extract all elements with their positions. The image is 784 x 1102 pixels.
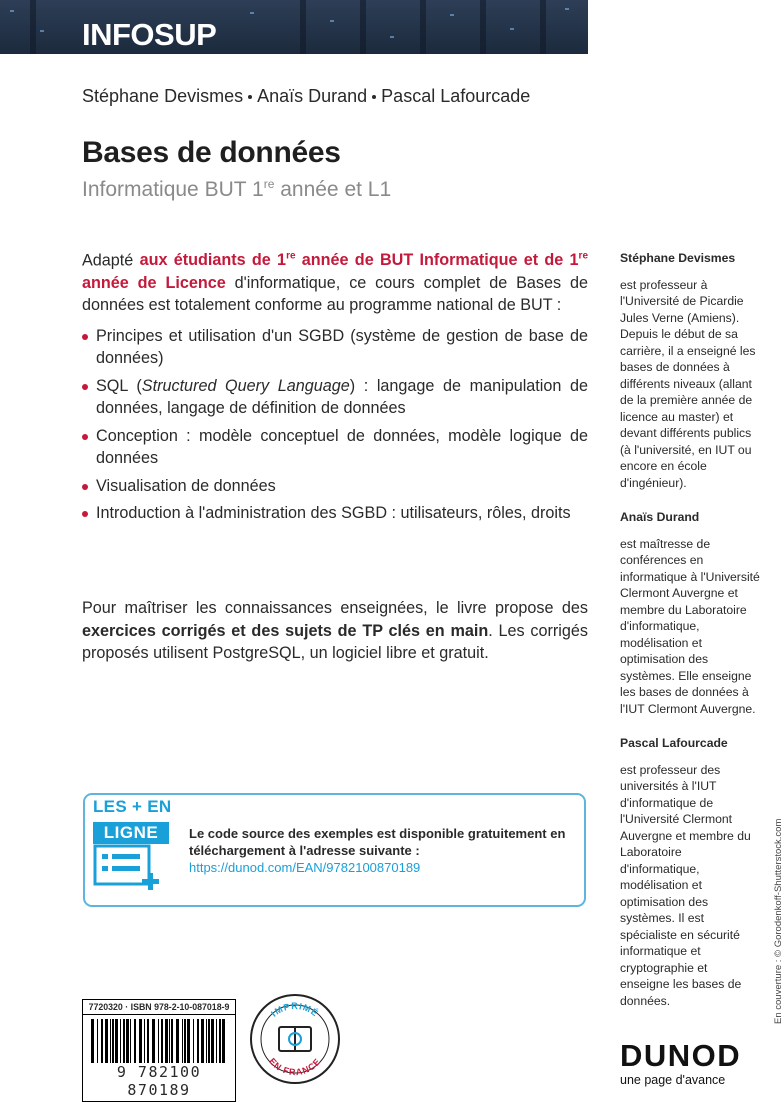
- download-link[interactable]: https://dunod.com/EAN/9782100870189: [189, 860, 421, 875]
- book-title: Bases de données: [82, 136, 341, 169]
- bio-text: est professeur à l'Université de Picardie Jules Verne (Amiens). Depuis le début de sa carrière, il a enseigné les bases de données à différents niveaux (allant de la première année de licence au master) et devant différents publics (à l'université, en IUT ou encore en école d'ingénieur).: [620, 277, 756, 490]
- collection-name: INFOSUP: [82, 17, 217, 52]
- printed-in-france-seal: [249, 993, 341, 1085]
- isbn-barcode-block: [82, 999, 236, 1102]
- isbn-line: 7720320 · ISBN 978-2-10-087018-9: [83, 1000, 235, 1015]
- barcode-bar: [182, 1019, 183, 1063]
- author-bios: [620, 250, 760, 1027]
- publisher-tagline: une page d'avance: [620, 1073, 726, 1087]
- bio-name: Anaïs Durand: [620, 510, 700, 524]
- summary-bold: exercices corrigés et des sujets de TP clés en main: [82, 621, 489, 640]
- server-rack: [540, 0, 546, 54]
- server-rack: [480, 0, 486, 54]
- separator-dot: [248, 95, 252, 99]
- highlight-text: année de BUT Informatique et de 1: [295, 251, 579, 270]
- barcode-bar: [171, 1019, 173, 1063]
- summary-text: Pour maîtriser les connaissances enseignées, le livre propose des: [82, 599, 588, 617]
- barcode-bar: [176, 1019, 179, 1063]
- online-brand: LES + EN: [93, 797, 172, 816]
- topic-text: Visualisation de données: [96, 476, 276, 495]
- online-resources-box: [83, 793, 586, 907]
- highlight-text: année de Licence: [82, 273, 226, 292]
- topic-item: [82, 425, 588, 470]
- barcode-bar: [184, 1019, 186, 1063]
- barcode-bar: [110, 1019, 111, 1063]
- server-led: [40, 30, 44, 32]
- barcode-image: [89, 1019, 229, 1063]
- barcode-bar: [222, 1019, 225, 1063]
- barcode-bar: [216, 1019, 217, 1063]
- online-text: Le code source des exemples est disponible gratuitement en téléchargement à l'adresse suivante :: [189, 826, 566, 858]
- document-list-icon: [93, 844, 163, 892]
- barcode-bar: [161, 1019, 163, 1063]
- topics-list: [82, 325, 588, 525]
- barcode-bar: [144, 1019, 145, 1063]
- bio-text: est professeur des universités à l'IUT d'informatique de l'Université Clermont Auvergne et membre du Laboratoire d'informatique, modélisation et optimisation des systèmes. Il est spécialiste en sécurité informatique et cryptographie et enseigne les bases de données.: [620, 762, 751, 1008]
- barcode-bar: [101, 1019, 103, 1063]
- cover-banner: [0, 0, 588, 54]
- separator-dot: [372, 95, 376, 99]
- topic-text: SQL (: [96, 376, 142, 395]
- barcode-bar: [206, 1019, 207, 1063]
- bullet-icon: [82, 484, 88, 490]
- server-led: [330, 20, 334, 22]
- server-led: [565, 8, 569, 10]
- barcode-bar: [97, 1019, 98, 1063]
- topic-item: [82, 375, 588, 420]
- server-rack: [300, 0, 306, 54]
- barcode-bar: [152, 1019, 155, 1063]
- subtitle-superscript: re: [263, 177, 275, 191]
- barcode-bar: [134, 1019, 136, 1063]
- ean-number: 9 782100 870189: [116, 1063, 202, 1099]
- bio-name: Pascal Lafourcade: [620, 736, 728, 750]
- server-rack: [360, 0, 366, 54]
- author-name: Anaïs Durand: [257, 86, 368, 106]
- topic-text: Introduction à l'administration des SGBD : utilisateurs, rôles, droits: [96, 504, 571, 523]
- subtitle-text: année et L1: [274, 178, 392, 201]
- bullet-icon: [82, 434, 88, 440]
- topic-item: [82, 475, 588, 498]
- bio-text: est maîtresse de conférences en informatique à l'Université Clermont Auvergne et membre du Laboratoire d'informatique, modélisation et optimisation des systèmes. Elle enseigne les bases de données à l'IUT Clermont Auvergne.: [620, 536, 760, 716]
- barcode-bar: [120, 1019, 121, 1063]
- publisher-logo: DUNOD: [620, 1038, 742, 1073]
- barcode-bar: [130, 1019, 131, 1063]
- bullet-icon: [82, 511, 88, 517]
- publisher: [620, 1040, 741, 1087]
- subtitle-text: Informatique BUT 1: [82, 178, 264, 201]
- barcode-bar: [169, 1019, 170, 1063]
- topic-text: ) : langage de manipulation de données, langage de définition de données: [96, 376, 588, 418]
- barcode-bar: [123, 1019, 125, 1063]
- server-led: [390, 36, 394, 38]
- server-led: [250, 12, 254, 14]
- summary-paragraph: [82, 597, 588, 665]
- summary-text: . Les corrigés proposés utilisent PostgreSQL, un logiciel libre et gratuit.: [82, 621, 588, 662]
- barcode-bar: [197, 1019, 199, 1063]
- topic-italic: Structured Query Language: [141, 376, 350, 395]
- intro-text: Adapté: [82, 251, 140, 270]
- topic-item: [82, 502, 588, 525]
- barcode-bar: [187, 1019, 190, 1063]
- server-rack: [420, 0, 426, 54]
- server-led: [510, 28, 514, 30]
- server-led: [450, 14, 454, 16]
- barcode-bar: [208, 1019, 210, 1063]
- bullet-icon: [82, 334, 88, 340]
- seal-top-text: IMPRIMÉ: [269, 1001, 321, 1019]
- online-description: [189, 825, 569, 876]
- intro-paragraph: [82, 246, 588, 317]
- seal-bottom-text: EN FRANCE: [267, 1056, 323, 1078]
- highlight-superscript: re: [286, 251, 296, 262]
- barcode-bar: [112, 1019, 114, 1063]
- barcode-bar: [139, 1019, 142, 1063]
- barcode-bar: [91, 1019, 94, 1063]
- photo-credit: En couverture : © Gorodenkoff-Shutterstock.com: [773, 818, 784, 1024]
- topic-text: Conception : modèle conceptuel de données, modèle logique de données: [96, 426, 588, 468]
- barcode-bar: [147, 1019, 149, 1063]
- server-rack: [30, 0, 36, 54]
- barcode-bar: [105, 1019, 108, 1063]
- barcode-bar: [211, 1019, 214, 1063]
- topic-item: [82, 325, 588, 370]
- author-line: [82, 86, 530, 107]
- barcode-bar: [158, 1019, 159, 1063]
- barcode-bar: [193, 1019, 194, 1063]
- barcode-bar: [219, 1019, 221, 1063]
- highlight-superscript: re: [578, 251, 588, 262]
- online-tag: LIGNE: [93, 822, 169, 844]
- author-name: Stéphane Devismes: [82, 86, 244, 106]
- barcode-bar: [165, 1019, 168, 1063]
- bio-name: Stéphane Devismes: [620, 251, 736, 265]
- barcode-bar: [201, 1019, 204, 1063]
- author-name: Pascal Lafourcade: [381, 86, 531, 106]
- description: [82, 246, 588, 530]
- book-subtitle: [82, 177, 391, 202]
- intro-text: d'informatique, ce cours complet de Bases de données est totalement conforme au programme national de BUT :: [82, 273, 588, 315]
- topic-text: Principes et utilisation d'un SGBD (système de gestion de base de données): [96, 326, 588, 368]
- bullet-icon: [82, 384, 88, 390]
- server-led: [10, 10, 14, 12]
- barcode-bar: [126, 1019, 129, 1063]
- highlight-text: aux étudiants de 1: [139, 251, 287, 270]
- barcode-bar: [115, 1019, 118, 1063]
